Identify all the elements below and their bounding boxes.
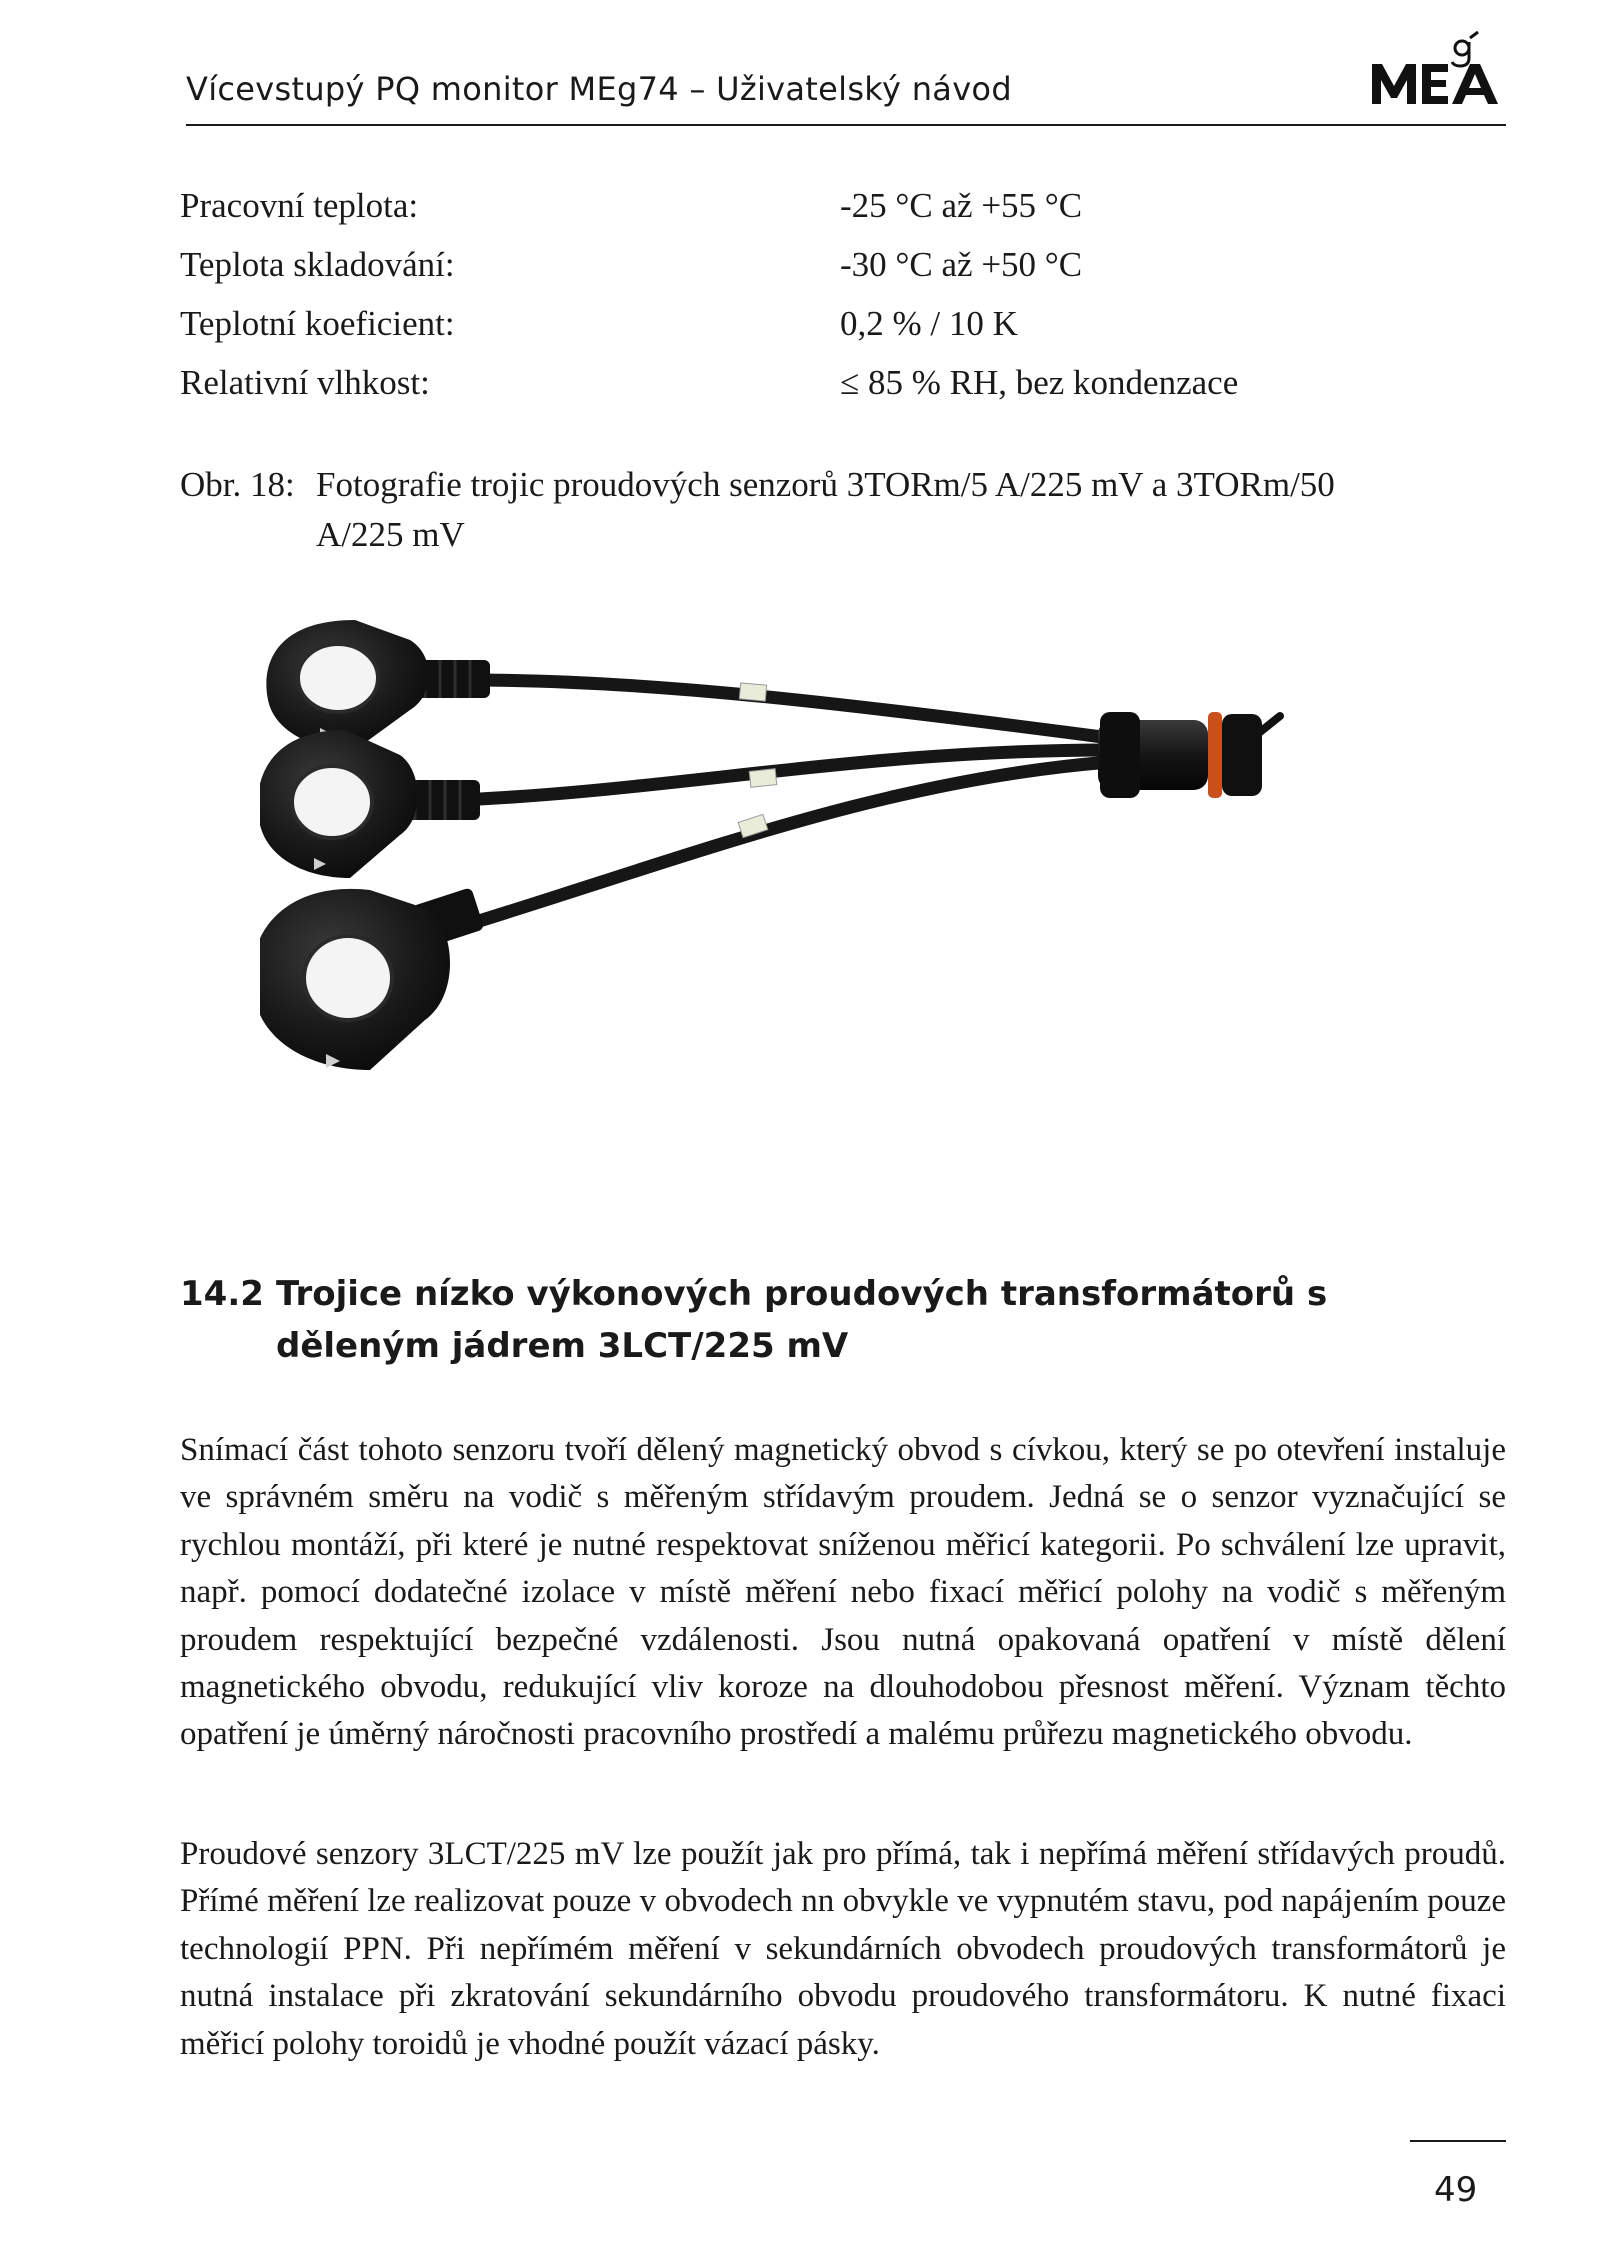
spec-label: Teplota skladování: [180, 245, 455, 284]
page-number: 49 [1434, 2170, 1478, 2210]
spec-value: -25 °C až +55 °C [840, 186, 1083, 225]
spec-value: ≤ 85 % RH, bez kondenzace [840, 363, 1239, 402]
spec-label: Teplotní koeficient: [180, 304, 455, 343]
body-paragraph: Snímací část tohoto senzoru tvoří dělený magnetický obvod s cívkou, který se po otevření instaluje ve správném směru na vodič s měřeným střídavým proudem. Jedná se o senzor vyznačující se rychlou montáží, při které je nutné respektovat sníženou měřicí kategorii. Po schválení lze upravit, např. pomocí dodatečné izolace v místě měření nebo fixací měřicí polohy na vodič s měřeným proudem respektující bezpečné vzdálenosti. Jsou nutná opakovaná opatření v místě dělení magnetického obvodu, redukující vliv koroze na dlouhodobou přesnost měření. Význam těchto opatření je úměrný náročnosti pracovního prostředí a malému průřezu magnetického obvodu. [180, 1432, 1506, 1753]
figure-number: Obr. 18: [180, 465, 295, 504]
spec-label: Pracovní teplota: [180, 186, 419, 225]
spec-label: Relativní vlhkost: [180, 363, 430, 402]
section-title: Trojice nízko výkonových proudových transformátorů s děleným jádrem 3LCT/225 mV [276, 1274, 1328, 1366]
spec-value: 0,2 % / 10 K [840, 304, 1018, 343]
figure-caption-text: Fotografie trojic proudových senzorů 3TORm/5 A/225 mV a 3TORm/50 A/225 mV [316, 465, 1335, 554]
header-rule [186, 124, 1506, 126]
running-header-title: Vícevstupý PQ monitor MEg74 – Uživatelský návod [186, 70, 1012, 108]
mega-logo [1370, 30, 1510, 110]
spec-row [180, 245, 1320, 304]
section-number: 14.2 [180, 1274, 264, 1314]
spec-row [180, 304, 1320, 363]
spec-row [180, 363, 1320, 422]
sensor-triplet-photo [260, 600, 1420, 1200]
spec-value: -30 °C až +50 °C [840, 245, 1083, 284]
spec-row [180, 186, 1320, 245]
body-paragraph: Proudové senzory 3LCT/225 mV lze použít jak pro přímá, tak i nepřímá měření střídavých proudů. Přímé měření lze realizovat pouze v obvodech nn obvykle ve vypnutém stavu, pod napájením pouze technologií PPN. Při nepřímém měření v sekundárních obvodech proudových transformátorů je nutná instalace při zkratování sekundárního obvodu proudového transformátoru. K nutné fixaci měřicí polohy toroidů je vhodné použít vázací pásky. [180, 1836, 1506, 2062]
footer-rule [1410, 2140, 1506, 2142]
specs-table [180, 186, 1320, 422]
